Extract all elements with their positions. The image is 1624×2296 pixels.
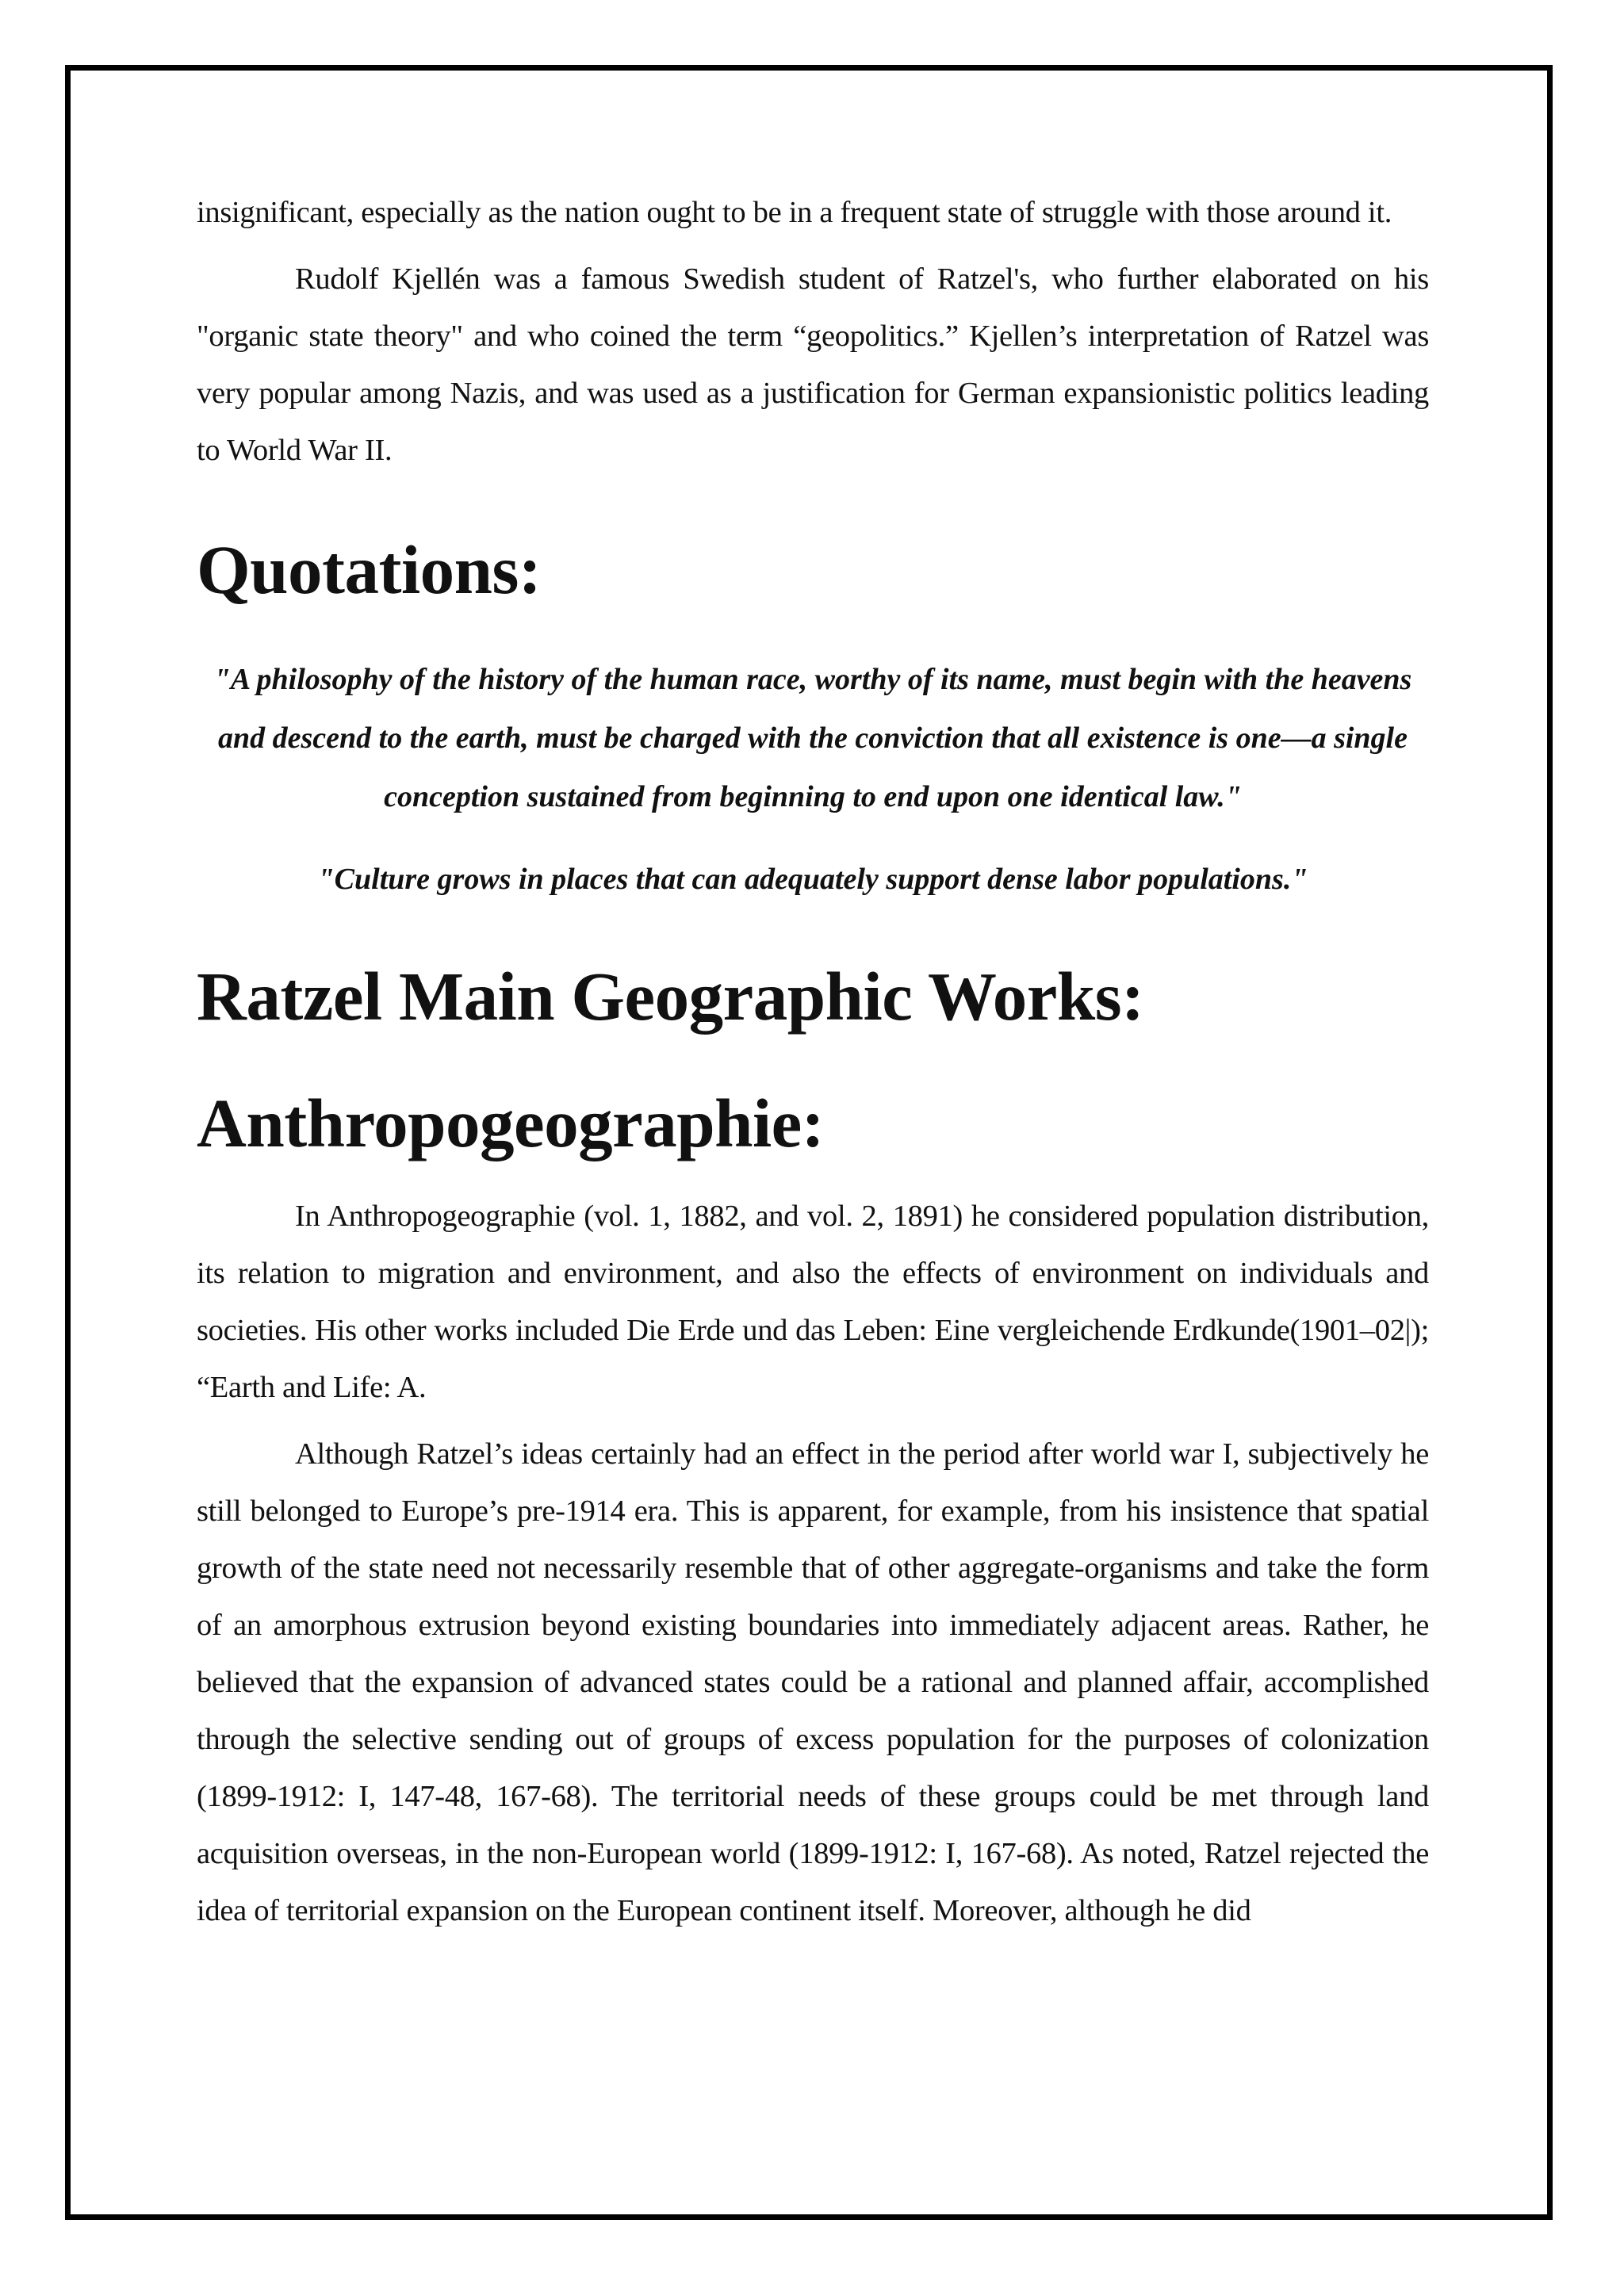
paragraph-ratzel-ideas: Although Ratzel’s ideas certainly had an effect in the period after world war I, subjectively he still belonged to Europe’s pre-1914 era. This is apparent, for example, from his insistence that spatial growth of the state need not necessarily resemble that of other aggregate-organisms and take the form of an amorphous extrusion beyond existing boundaries into immediately adjacent areas. Rather, he believed that the expansion of advanced states could be a rational and planned affair, accomplished through the selective sending out of groups of excess population for the purposes of colonization (1899-1912: I, 147-48, 167-68). The territorial needs of these groups could be met through land acquisition overseas, in the non-European world (1899-1912: I, 167-68). As noted, Ratzel rejected the idea of territorial expansion on the European continent itself. Moreover, although he did — [197, 1437, 1429, 1927]
paragraph-continuation: insignificant, especially as the nation ought to be in a frequent state of struggle with those around it. — [197, 196, 1392, 229]
heading-anthropogeographie: Anthropogeographie: — [197, 1085, 825, 1161]
document-body — [197, 184, 1429, 1949]
paragraph-kjellen: Rudolf Kjellén was a famous Swedish student of Ratzel's, who further elaborated on his "organic state theory" and who coined the term “geopolitics.” Kjellen’s interpretation of Ratzel was very popular among Nazis, and was used as a justification for German expansionistic politics leading to World War II. — [197, 262, 1429, 467]
quote-culture: "Culture grows in places that can adequately support dense labor populations." — [317, 863, 1308, 896]
paragraph-anthropogeographie: In Anthropogeographie (vol. 1, 1882, and vol. 2, 1891) he considered population distribution, its relation to migration and environment, and also the effects of environment on individuals and societies. His other works included Die Erde und das Leben: Eine vergleichende Erdkunde(1901–02|); “Earth and Life: A. — [197, 1200, 1429, 1404]
quote-philosophy: "A philosophy of the history of the human race, worthy of its name, must begin with the heavens and descend to the earth, must be charged with the conviction that all existence is one—a single conception sustained from beginning to end upon one identical law." — [213, 663, 1412, 813]
heading-quotations: Quotations: — [197, 531, 542, 608]
heading-main-works: Ratzel Main Geographic Works: — [197, 958, 1144, 1035]
